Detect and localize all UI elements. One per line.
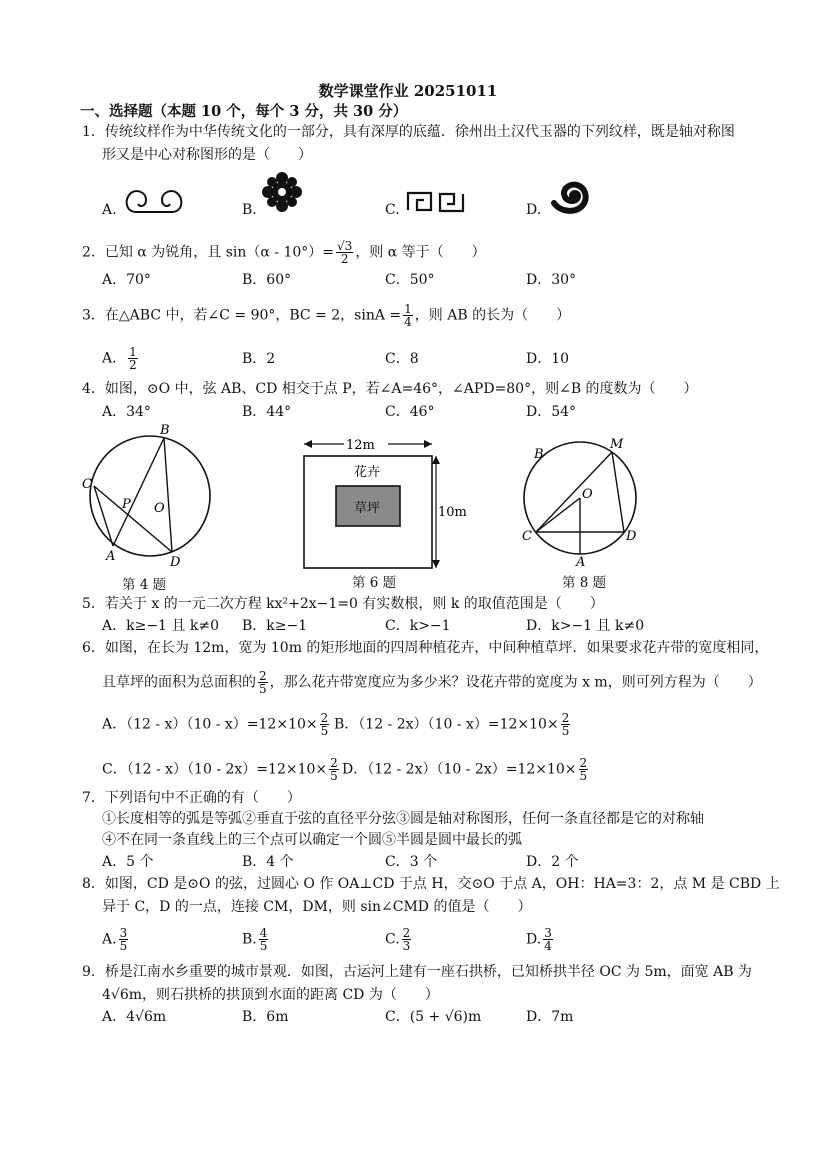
fig4-label-a: A	[106, 549, 116, 564]
q5-option-a: A．k≥−1 且 k≠0	[102, 618, 219, 634]
fig8-label-m: M	[610, 437, 624, 452]
fig8-label-a: A	[576, 555, 586, 570]
q6-option-c-fraction	[329, 757, 339, 782]
q8-option-c-denominator: 3	[402, 939, 411, 953]
q8-option-c-label: C.	[385, 931, 400, 948]
q8-option-b-label: B.	[242, 931, 257, 948]
q4-option-a: A．34°	[102, 404, 151, 420]
fig4-label-c: C	[82, 477, 92, 492]
q6-option-b	[334, 712, 572, 737]
q6-option-a-fraction	[320, 712, 330, 737]
q8-option-a-fraction	[119, 927, 129, 952]
q2-option-d: D．30°	[526, 272, 577, 288]
q6-line2-part-a: 且草坪的面积为总面积的	[102, 674, 256, 691]
q5-option-b: B．k≥−1	[242, 618, 308, 634]
q6-option-a-denominator: 5	[320, 724, 329, 738]
q6-option-b-denominator: 5	[561, 724, 570, 738]
q7-statements-1: ①长度相等的弧是等弧②垂直于弦的直径平分弦③圆是轴对称图形，任何一条直径都是它的对称轴	[102, 811, 704, 827]
q3-option-b: B．2	[242, 351, 276, 367]
fig6-caption: 第 6 题	[352, 575, 397, 591]
q8-option-a-denominator: 5	[119, 939, 128, 953]
q1-option-a-label: A.	[102, 202, 117, 218]
q6-line2	[102, 670, 762, 695]
q9-line2: 4√6m，则石拱桥的拱顶到水面的距离 CD 为（ ）	[102, 987, 439, 1003]
figure-6	[290, 432, 470, 572]
fig8-segment-dm	[612, 452, 624, 532]
q8-option-b-denominator: 5	[259, 939, 268, 953]
q3-option-d: D．10	[526, 351, 570, 367]
fig4-label-p: P	[122, 497, 131, 512]
page-title: 数学课堂作业 20251011	[318, 82, 498, 100]
q6-option-d-fraction	[579, 757, 589, 782]
q1-option-c-pattern	[405, 190, 467, 214]
q3-frac-denominator: 4	[404, 315, 412, 329]
fig6-top-dimension: 12m	[346, 438, 375, 453]
q4-option-c: C．46°	[385, 404, 435, 420]
q8-option-d-numerator: 3	[544, 926, 552, 940]
q8-option-d	[526, 927, 555, 952]
q8-option-d-denominator: 4	[544, 939, 552, 953]
q8-option-b-fraction	[259, 927, 269, 952]
q3-stem	[82, 303, 570, 328]
q2-frac-denominator: 2	[340, 252, 349, 266]
q7-statements-2: ④不在同一条直线上的三个点可以确定一个圆⑤半圆是圆中最长的弧	[102, 832, 522, 848]
q3-fraction	[403, 303, 413, 328]
fig4-segment-ac	[94, 486, 113, 546]
q9-line1: 9．桥是江南水乡重要的城市景观．如图，古运河上建有一座石拱桥，已知桥拱半径 OC 为 5m，面宽 AB 为	[82, 964, 752, 980]
fig8-label-o: O	[582, 487, 593, 502]
q3-option-a-label: A．	[102, 350, 127, 367]
fig8-label-b: B	[534, 447, 544, 462]
q6-option-c	[102, 757, 341, 782]
fig8-segment-cm	[536, 452, 612, 532]
q6-option-c-text: C．（12 - x）（10 - 2x）=12×10×	[102, 761, 328, 778]
q2-option-a: A．70°	[102, 272, 151, 288]
figure-8	[514, 432, 644, 572]
q6-line2-denominator: 5	[259, 682, 267, 696]
q4-stem: 4．如图，⊙O 中，弦 AB、CD 相交于点 P，若∠A=46°，∠APD=80°，则∠B 的度数为（ ）	[82, 381, 698, 397]
q3-option-a-denominator: 2	[129, 358, 137, 372]
q2-option-b: B．60°	[242, 272, 292, 288]
q5-option-d: D．k>−1 且 k≠0	[526, 618, 645, 634]
q6-line2-part-b: ，那么花卉带宽度应为多少米？设花卉带的宽度为 x m，则可列方程为（ ）	[269, 674, 762, 691]
q9-option-b: B．6m	[242, 1009, 289, 1025]
q6-option-b-numerator: 2	[561, 711, 570, 725]
fig4-chord-cd	[94, 486, 172, 552]
q9-option-d: D．7m	[526, 1009, 574, 1025]
fig6-right-dimension: 10m	[438, 505, 467, 520]
q3-option-a-numerator: 1	[129, 345, 137, 359]
q2-stem-part-b: ，则 α 等于（ ）	[355, 244, 486, 261]
fig8-label-c: C	[522, 529, 532, 544]
q6-option-a-text: A．（12 - x）（10 - x）=12×10×	[102, 716, 318, 733]
q3-option-a-fraction	[128, 346, 138, 371]
fig4-label-b: B	[160, 423, 170, 438]
q7-option-d: D．2 个	[526, 854, 579, 870]
q6-line2-numerator: 2	[259, 669, 267, 683]
q8-line2: 异于 C，D 的一点，连接 CM，DM，则 sin∠CMD 的值是（ ）	[102, 899, 532, 915]
q8-line1: 8．如图，CD 是⊙O 的弦，过圆心 O 作 OA⊥CD 于点 H，交⊙O 于点 A，OH：HA=3：2，点 M 是 CBD 上	[82, 876, 780, 892]
q6-option-d-text: D．（12 - 2x）（10 - 2x）=12×10×	[342, 761, 577, 778]
q2-stem	[82, 240, 486, 265]
q7-option-b: B．4 个	[242, 854, 294, 870]
q6-option-d	[342, 757, 590, 782]
q1-line1: 1．传统纹样作为中华传统文化的一部分，具有深厚的底蕴．徐州出土汉代玉器的下列纹样，既是轴对称图	[82, 124, 735, 140]
q6-option-c-numerator: 2	[330, 756, 338, 770]
fig8-label-d: D	[626, 529, 637, 544]
q6-option-c-denominator: 5	[330, 769, 338, 783]
q3-frac-numerator: 1	[404, 302, 412, 316]
q7-option-c: C．3 个	[385, 854, 438, 870]
q3-option-a	[102, 346, 140, 371]
q3-stem-part-a: 3．在△ABC 中，若∠C = 90°，BC = 2，sinA =	[82, 307, 402, 324]
fig4-segment-bd	[164, 438, 172, 552]
q8-option-c	[385, 927, 413, 952]
q9-option-a: A．4√6m	[102, 1009, 167, 1025]
fig4-label-o: O	[154, 501, 165, 516]
q6-option-d-denominator: 5	[579, 769, 588, 783]
q5-stem: 5．若关于 x 的一元二次方程 kx²+2x−1=0 有实数根，则 k 的取值范围是（ ）	[82, 596, 604, 612]
q2-option-c: C．50°	[385, 272, 435, 288]
q2-frac-numerator: √3	[337, 239, 353, 253]
q1-option-c-label: C.	[385, 202, 400, 218]
q8-option-a-numerator: 3	[119, 926, 128, 940]
q6-option-d-numerator: 2	[579, 756, 588, 770]
q8-option-c-numerator: 2	[402, 926, 411, 940]
q4-option-d: D．54°	[526, 404, 577, 420]
q1-option-b-label: B.	[242, 202, 257, 218]
fig4-label-d: D	[170, 555, 181, 570]
q1-line2: 形又是中心对称图形的是（ ）	[102, 147, 312, 163]
q2-fraction	[336, 240, 353, 265]
fig6-inner-label: 草坪	[354, 501, 381, 516]
q6-option-b-fraction	[561, 712, 571, 737]
fig4-circle	[90, 436, 210, 556]
fig4-chord-ab	[113, 438, 164, 546]
fig4-caption: 第 4 题	[122, 577, 167, 593]
section-heading: 一、选择题（本题 10 个，每个 3 分，共 30 分）	[80, 103, 408, 120]
q6-option-b-text: B．（12 - 2x）（10 - x）=12×10×	[334, 716, 559, 733]
q5-option-c: C．k>−1	[385, 618, 451, 634]
q1-option-d-pattern	[548, 176, 594, 216]
q3-option-c: C．8	[385, 351, 419, 367]
q8-option-b	[242, 927, 270, 952]
q8-option-b-numerator: 4	[259, 926, 268, 940]
q3-stem-part-b: ，则 AB 的长为（ ）	[414, 307, 571, 324]
q8-option-d-label: D.	[526, 931, 542, 948]
q4-option-b: B．44°	[242, 404, 292, 420]
figure-4	[80, 420, 220, 570]
q6-option-a-numerator: 2	[320, 711, 329, 725]
q8-option-a	[102, 927, 130, 952]
q6-line2-fraction	[258, 670, 268, 695]
q1-option-a-pattern	[122, 186, 188, 216]
q2-stem-part-a: 2．已知 α 为锐角，且 sin（α - 10°）=	[82, 244, 335, 261]
q7-option-a: A．5 个	[102, 854, 154, 870]
q7-stem: 7．下列语句中不正确的有（ ）	[82, 790, 301, 806]
q9-option-c: C．(5 + √6)m	[385, 1009, 482, 1025]
q8-option-c-fraction	[402, 927, 412, 952]
fig6-outer-label: 花卉	[354, 465, 381, 480]
q6-line1: 6．如图，在长为 12m，宽为 10m 的矩形地面的四周种植花卉，中间种植草坪．如果要求花卉带的宽度相同，	[82, 640, 769, 656]
q1-option-d-label: D.	[526, 202, 542, 218]
q1-option-b-pattern	[262, 172, 302, 212]
q8-option-d-fraction	[543, 927, 553, 952]
fig8-caption: 第 8 题	[562, 575, 607, 591]
fig8-segment-co	[536, 498, 580, 532]
q8-option-a-label: A.	[102, 931, 117, 948]
q6-option-a	[102, 712, 331, 737]
